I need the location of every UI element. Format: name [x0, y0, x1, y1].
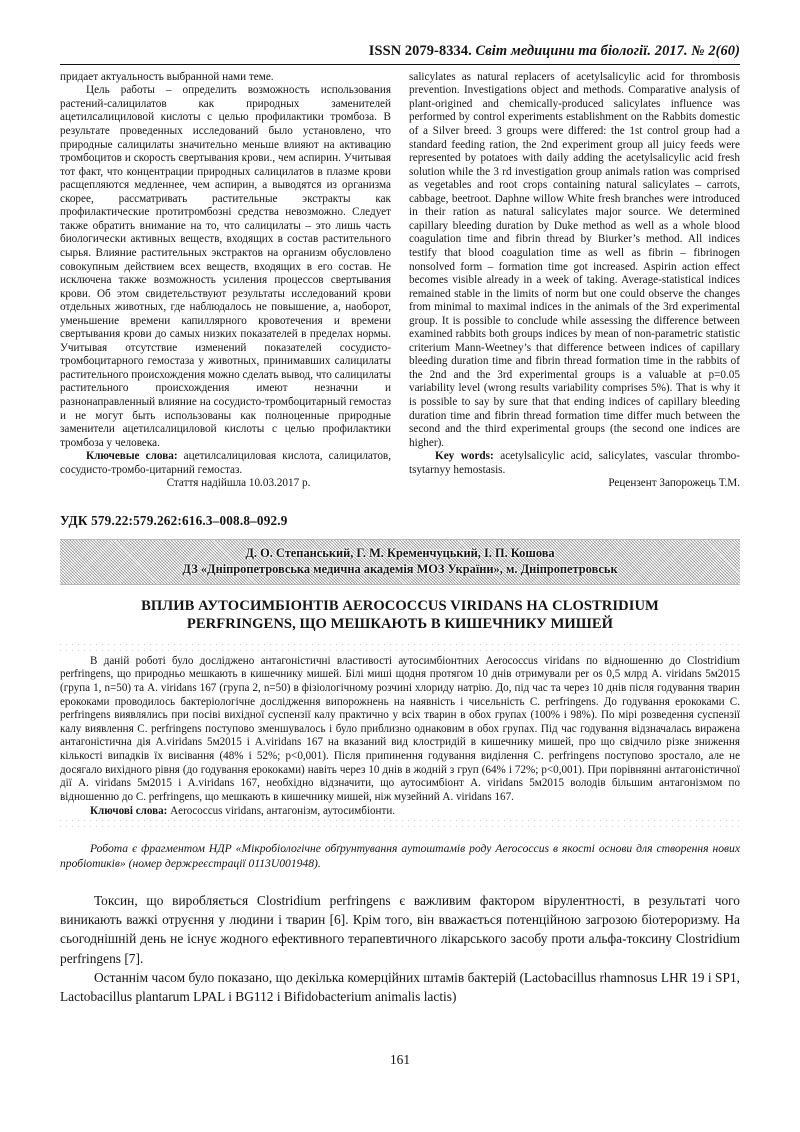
- author-affiliation-band: [60, 539, 740, 585]
- author-names: Д. О. Степанський, Г. М. Кременчуцький, І. П. Кошова: [245, 545, 555, 560]
- affiliation: ДЗ «Дніпропетровська медична академія МОЗ України», м. Дніпропетровськ: [182, 562, 618, 577]
- keywords-en-label: Key words:: [435, 450, 494, 463]
- running-head: [60, 0, 740, 60]
- keywords-en-text: acetylsalicylic acid, salicylates, vascular thrombo-tsytarnyy hemostasis.: [409, 450, 741, 476]
- article-title-line-2: PERFRINGENS, ЩО МЕШКАЮТЬ В КИШЕЧНИКУ МИШЕЙ: [186, 616, 614, 633]
- abstract-column-right: [409, 71, 740, 491]
- abstract-ru-para-2: Цель работы – определить возможность использования растений-салицилатов как природных заменителей ацетилсалициловой кислоты с целью профилактики тромбоза. В результате проведенных исследований было установлено, что природные салицилаты значительно меньше влияют на активацию тромбоцитов и скорость свертывания крови., чем аспирин. Учитывая тот факт, что концентрации природных салицилатов в плазме крови расщепляются медленнее, чем аспирин, а выводятся из организма скорее, рассматривать растительные экстракты как профилактические протитромбозні средства невозможно. Следует также обратить внимание на то, что салицилаты – это лишь часть биологически активных веществ, входящих в состав растительного сырья. Влияние растительных экстрактов на организм обусловлено совокупным действием всех веществ, входящих в его состав. Не исключена также возможность усиления процессов свертывания крови. Об этом свидетельствуют результаты исследований крови отдельных животных, где наблюдалось не повышение, а, наоборот, уменьшение времени капиллярного кровотечения и времени свертывания крови до самых низких показателей в пределах нормы. Учитывая отсутствие изменений показателей сосудисто-тромбоцитарного гемостаза у животных, принимавших салицилаты растительного происхождения можно сделать вывод, что салицилаты растительного происхождения имеют незначни и разнонаправленный влияние на сосудисто-тромбоцитарный гемостаз и не могут быть использованы как полноценные природные заменители ацетилсалициловой кислоты с целью профилактики тромбоза у человека.: [60, 84, 391, 449]
- keywords-ru-label: Ключевые слова:: [86, 450, 178, 463]
- keywords-ua-text: Aerococcus viridans, антагонізм, аутосимбіонти.: [170, 804, 396, 817]
- abstract-column-left: [60, 71, 391, 491]
- abstract-ru-para-1: придает актуальность выбранной нами теме.: [60, 70, 274, 83]
- keywords-ua: [60, 805, 740, 819]
- header-rule: [60, 64, 740, 65]
- decorative-zigzag-rule-top: [60, 644, 740, 651]
- abstract-english: [409, 71, 740, 491]
- abstract-ua-text: В даній роботі було досліджено антагоністичні властивості аутосимбіонтних Aerococcus viridans по відношенню до Clostridium perfringens, що природньо мешкають в кишечнику мишей. Білі миші щодня протягом 10 днів отримували per os 0,5 млрд A. viridans 5м2015 (група 1, n=50) та A. viridans 167 (група 2, n=50) в фізіологічному розчині хлориду натрію. До, під час та через 10 днів після годування тварин ерококами проводилось бактеріологічне дослідження випорожнень на наявність і чисельність C. perfringens. До годування ерококами C. perfringens виявлялись при посіві вихідної суспензії калу практично у всіх тварин в обох групах (100% і 98%). По мірі розведення суспензії калу виявлення C. perfringens поступово зменшувалось і було приблизно однаковим в обох групах. Під час годування відзначалась виражена антагоністична дія A.viridans 5м2015 і A.viridans 167 на вказаний вид клостридій в кишечнику мишей, про що свідчило різке зниження кількості випадків їх висівання (48% і 52%; p<0,001). Після припинення годування виділення C. perfringens поступово зростало, але не досягало вихідного рівня (до годування ерококами) навіть через 10 днів в жодній з груп (64% і 72%; p<0,001). При порівнянні антагоністичної дії A. viridans 5м2015 і A.viridans 167, необхідно відзначити, що аутосимбіонт A. viridans 5м2015 володів більшим антагонізмом по відношенню до C. perfringens, що мешкають в кишечнику мишей, ніж музейний A. viridans 167.: [60, 654, 740, 804]
- body-paragraph-2: Останнім часом було показано, що декілька комерційних штамів бактерій (Lactobacillus rhamnosus LHR 19 і SP1, Lactobacillus plantarum LPAL і BG112 і Bifidobacterium animalis lactis): [60, 969, 740, 1004]
- keywords-en: [409, 450, 740, 477]
- article-title: [66, 597, 734, 634]
- issn-text: ISSN 2079-8334.: [368, 43, 472, 59]
- page-content-area: [60, 0, 740, 1132]
- abstract-russian: [60, 71, 391, 491]
- funding-note-text: Робота є фрагментом НДР «Мікробіологічне обґрунтування аутоштамів роду Aerococcus в якості основи для створення нових пробіотиків» (номер держреєстрації 0113U001948).: [60, 842, 740, 871]
- journal-title-text: Світ медицини та біології. 2017. № 2(60): [475, 43, 740, 59]
- body-paragraph-1: Токсин, що виробляється Clostridium perfringens є важливим фактором вірулентності, в результаті чого виникають важкі отруєння у людини і тварин [6]. Крім того, він вважається потенційною загрозою біотероризму. На сьогоднішній день не існує жодного ефективного терапевтичного лікарського засобу проти альфа-токсину Clostridium perfringens [7].: [60, 893, 740, 966]
- abstract-columns: [60, 71, 740, 491]
- abstract-en-para-1: salicylates as natural replacers of acetylsalicylic acid for thrombosis prevention. Investigations object and methods. Comparative analysis of plant-origined and chemically-produced salicylates influence was performed by control experiments establishment on the Rabbits domestic of a Silver breed. 3 groups were differed: the 1st control group had a standard feeding ration, the 2nd experiment group all juicy feeds were represented by potatoes with daily adding the acetylsalicylic acid fresh solution while the 3 rd investigation group animals ration was comprised as vegetables and root crops containing natural salicylates – carrots, cabbage, beetroot. Daphne willow White fresh branches were introduced in their ration as natural salicylates major source. We determined capillary bleeding duration by Duke method as well as a whole blood coagulation time and fibrin thread by Biurker’s method. All indices testify that blood coagulation time as well as fibrin – fibrinogen nonsolved form – formation time got increased. Aspirin action effect becomes visible already in a week of taking. Average-statistical indices remained stable in the limits of norm but one could observe the changes from minimal to maximal indices in the animals of the 3rd experimental group. It is possible to conclude while assessing the difference between examined rabbits both groups indices by mean of non-parametric statistic criterium Mann-Weetney’s that difference between indices of capillary bleeding duration time and fibrin thread formation time in the rabbits of the 2nd and the 3rd experimental groups is a valuable at p=0.05 variability level (wrong results variability comprises 5%). That is why it is possible to say by sure that that ending indices of capillary bleeding duration time and fibrin thread formation time differ much between the second and the third experimental groups (the second one indices are higher).: [409, 70, 740, 449]
- keywords-ua-label: Ключові слова:: [90, 804, 168, 817]
- abstract-ukrainian: [60, 655, 740, 819]
- article-title-line-1: ВПЛИВ АУТОСИМБІОНТІВ AEROCOCCUS VIRIDANS НА CLOSTRIDIUM: [141, 597, 659, 614]
- decorative-zigzag-rule-bottom: [60, 820, 740, 827]
- page-number: 161: [389, 1052, 411, 1067]
- reviewer-line: Рецензент Запорожець Т.М.: [608, 477, 740, 490]
- keywords-ru-text: ацетилсалициловая кислота, салицилатов, сосудисто-тромбо-цитарний гемостаз.: [60, 450, 391, 476]
- keywords-ru: [60, 450, 391, 477]
- article-body: [60, 891, 740, 1005]
- udc-code: УДК 579.22:579.262:616.3–008.8–092.9: [60, 512, 288, 528]
- funding-note: [60, 841, 740, 871]
- received-date: Стаття надійшла 10.03.2017 р.: [166, 477, 311, 490]
